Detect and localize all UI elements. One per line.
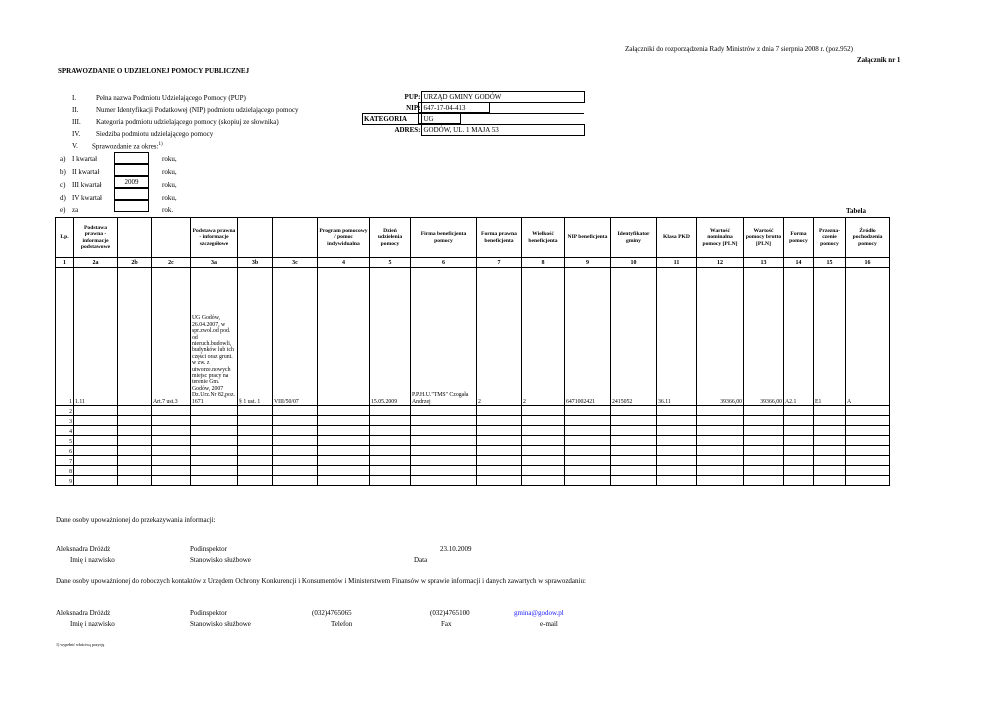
section-v-text: Sprawozdanie za okres:$^{1)}$ [92, 142, 163, 151]
table-cell[interactable] [318, 466, 370, 476]
col-2c [152, 218, 191, 258]
row-lp: 5 [56, 436, 74, 446]
table-cell[interactable] [611, 426, 657, 436]
table-cell[interactable] [318, 436, 370, 446]
period-e-letter: e) [60, 206, 66, 214]
colnum: 6 [411, 258, 477, 268]
table-cell[interactable] [191, 466, 238, 476]
section-iv-num: IV. [72, 130, 81, 138]
period-b-label: II kwartał [72, 168, 100, 176]
table-cell[interactable] [152, 446, 191, 456]
table-cell[interactable] [657, 426, 697, 436]
table-cell[interactable] [657, 446, 697, 456]
row-lp: 6 [56, 446, 74, 456]
period-b-year-field[interactable] [114, 164, 149, 176]
table-cell[interactable] [238, 406, 273, 416]
table-cell[interactable] [191, 426, 238, 436]
table-cell[interactable] [191, 476, 238, 486]
auth-name: Aleksnadra Dróżdż [56, 545, 111, 553]
table-cell[interactable] [273, 406, 318, 416]
col-11: Klasa PKD [657, 218, 697, 258]
table-cell[interactable] [744, 456, 784, 466]
cell-7[interactable]: 2 [477, 268, 522, 406]
table-cell[interactable] [370, 436, 411, 446]
table-cell[interactable] [846, 466, 890, 476]
table-cell[interactable] [744, 426, 784, 436]
section-ii-num: II. [72, 106, 79, 114]
cell-15[interactable]: E1 [814, 268, 846, 406]
auth-heading: Dane osoby upoważnionej do przekazywania informacji: [56, 516, 216, 524]
table-cell[interactable] [565, 436, 611, 446]
table-cell[interactable] [814, 406, 846, 416]
auth-name-label: Imię i nazwisko [70, 556, 115, 564]
table-cell[interactable] [565, 406, 611, 416]
section-i-text: Pełna nazwa Podmiotu Udzielającego Pomocy (PUP) [96, 94, 246, 102]
table-cell[interactable] [784, 406, 814, 416]
table-row [56, 406, 890, 416]
table-cell[interactable] [118, 456, 152, 466]
auth-position: Podinspektor [190, 545, 227, 553]
table-cell[interactable] [191, 436, 238, 446]
table-cell[interactable] [118, 426, 152, 436]
colnum: 2b [118, 258, 152, 268]
table-cell[interactable] [657, 416, 697, 426]
period-d-letter: d) [60, 194, 66, 202]
colnum: 9 [565, 258, 611, 268]
col-13: Wartość pomocy brutto [PLN] [744, 218, 784, 258]
contact-fax: (032)4765100 [430, 609, 470, 617]
table-cell[interactable] [273, 476, 318, 486]
table-cell[interactable] [814, 456, 846, 466]
colnum: 15 [814, 258, 846, 268]
contact-fax-label: Fax [441, 620, 452, 628]
col-16: Źródło pochodzenia pomocy [846, 218, 890, 258]
table-cell[interactable] [522, 406, 565, 416]
table-cell[interactable] [611, 446, 657, 456]
table-cell[interactable] [273, 446, 318, 456]
cell-2c[interactable]: Art.7 ust.3 [152, 268, 191, 406]
nip-box [418, 102, 490, 113]
period-d-suffix: roku, [162, 194, 177, 202]
section-iv-text: Siedziba podmiotu udzielającego pomocy [96, 130, 214, 138]
kategoria-box [418, 113, 461, 124]
table-cell[interactable] [74, 426, 118, 436]
contact-name-label: Imię i nazwisko [70, 620, 115, 628]
cell-3c[interactable]: VIII/50/07 [273, 268, 318, 406]
table-cell[interactable] [74, 406, 118, 416]
table-cell[interactable] [814, 466, 846, 476]
col-2a: Podstawa prawna - informacje podstawowe [74, 218, 118, 258]
table-cell[interactable] [74, 436, 118, 446]
table-cell[interactable] [411, 476, 477, 486]
table-cell[interactable] [744, 416, 784, 426]
table-cell[interactable] [814, 426, 846, 436]
table-cell[interactable] [74, 476, 118, 486]
table-cell[interactable] [318, 446, 370, 456]
contact-name: Aleksnadra Dróżdż [56, 609, 111, 617]
contact-email-link[interactable]: gmina@godow.pl [514, 609, 564, 617]
row-lp: 2 [56, 406, 74, 416]
colnum: 8 [522, 258, 565, 268]
table-cell[interactable] [370, 476, 411, 486]
table-cell[interactable] [744, 476, 784, 486]
table-cell[interactable] [657, 466, 697, 476]
period-e-year-field[interactable] [114, 200, 149, 212]
table-cell[interactable] [565, 456, 611, 466]
table-cell[interactable] [477, 476, 522, 486]
cell-2a[interactable]: 1.11 [74, 268, 118, 406]
attachment-label: Załącznik nr 1 [857, 56, 901, 64]
colnum: 3c [273, 258, 318, 268]
table-cell[interactable] [814, 416, 846, 426]
cell-6[interactable]: P.P.H.U."TMS" Czogała Andrzej [411, 268, 477, 406]
period-a-suffix: roku, [162, 155, 177, 163]
period-d-label: IV kwartał [72, 194, 102, 202]
colnum: 16 [846, 258, 890, 268]
table-cell[interactable] [522, 466, 565, 476]
adres-value-field[interactable]: GODÓW, UL. 1 MAJA 53 [421, 125, 584, 136]
table-cell[interactable] [846, 446, 890, 456]
table-cell[interactable] [273, 416, 318, 426]
table-cell[interactable] [814, 446, 846, 456]
col-5: Dzień udzielenia pomocy [370, 218, 411, 258]
period-b-suffix: roku, [162, 168, 177, 176]
table-cell[interactable] [191, 456, 238, 466]
table-cell[interactable] [565, 426, 611, 436]
col-9: NIP beneficjenta [565, 218, 611, 258]
table-cell[interactable] [565, 446, 611, 456]
cell-9[interactable]: 6471002421 [565, 268, 611, 406]
section-v-num: V. [72, 142, 78, 150]
cell-11[interactable]: 36.11 [657, 268, 697, 406]
contact-heading: Dane osoby upoważnionej do roboczych kontaktów z Urzędem Ochrony Konkurencji i Konsumentów i Ministerstwem Finansów w sprawie informacji i danych zawartych w sprawozdaniu: [56, 577, 586, 585]
aid-table [55, 217, 890, 486]
kategoria-value-field[interactable]: UG [421, 114, 584, 125]
colnum: 1 [56, 258, 74, 268]
auth-date: 23.10.2009 [440, 545, 472, 553]
table-cell[interactable] [784, 416, 814, 426]
colnum: 12 [697, 258, 744, 268]
table-cell[interactable] [118, 406, 152, 416]
table-row [56, 466, 890, 476]
pup-info-table [362, 91, 585, 136]
contact-position-label: Stanowisko służbowe [190, 620, 251, 628]
row-lp: 9 [56, 476, 74, 486]
table-cell[interactable] [74, 446, 118, 456]
table-cell[interactable] [657, 436, 697, 446]
table-cell[interactable] [657, 456, 697, 466]
table-cell[interactable] [611, 436, 657, 446]
table-row [56, 416, 890, 426]
table-cell[interactable] [744, 466, 784, 476]
table-cell[interactable] [152, 476, 191, 486]
table-cell[interactable] [522, 476, 565, 486]
col-2b [118, 218, 152, 258]
section-iii-text: Kategoria podmiotu udzielającego pomocy (skopiuj ze słownika) [96, 118, 279, 126]
row-lp: 4 [56, 426, 74, 436]
table-cell[interactable] [370, 456, 411, 466]
table-cell[interactable] [784, 476, 814, 486]
col-15: Przezna-czenie pomocy [814, 218, 846, 258]
table-cell[interactable] [370, 406, 411, 416]
footnote: 1) wypełnić właściwą pozycję [56, 642, 105, 647]
table-label: Tabela [846, 207, 866, 215]
table-cell[interactable] [611, 466, 657, 476]
table-cell[interactable] [697, 436, 744, 446]
table-cell[interactable] [152, 406, 191, 416]
colnum: 2a [74, 258, 118, 268]
period-c-letter: c) [60, 181, 66, 189]
table-row [56, 456, 890, 466]
period-e-label: za [72, 206, 79, 214]
page-title: SPRAWOZDANIE O UDZIELONEJ POMOCY PUBLICZNEJ [58, 67, 250, 75]
colnum: 3b [238, 258, 273, 268]
nip-label: NIP: [406, 103, 421, 112]
cell-3a[interactable]: UG Godów, 26.04.2007, w spr.zwol.od pod. od nieruch.budowli, budynków lub ich części oraz grunt. w zw. z utworze.nowych miejsc pracy na terenie Gm. Godów, 2007 Dz.Urz.Nr 82,poz. 1671 [191, 268, 238, 406]
table-cell[interactable] [477, 406, 522, 416]
colnum: 3a [191, 258, 238, 268]
table-cell[interactable] [238, 476, 273, 486]
table-cell[interactable] [522, 436, 565, 446]
adres-label: ADRES: [394, 126, 421, 135]
pup-value-field[interactable]: URZĄD GMINY GODÓW [421, 92, 584, 103]
table-cell[interactable] [370, 466, 411, 476]
table-cell[interactable] [273, 426, 318, 436]
period-e-suffix: rok. [162, 206, 174, 214]
table-cell[interactable] [411, 416, 477, 426]
cell-14[interactable]: A2.1 [784, 268, 814, 406]
row-lp: 8 [56, 466, 74, 476]
table-cell[interactable] [744, 446, 784, 456]
table-cell[interactable] [846, 416, 890, 426]
table-cell[interactable] [611, 416, 657, 426]
table-cell[interactable] [611, 456, 657, 466]
col-12: Wartość nominalna pomocy [PLN] [697, 218, 744, 258]
table-cell[interactable] [846, 476, 890, 486]
section-ii-text: Numer Identyfikacji Podatkowej (NIP) podmiotu udzielającego pomocy [96, 106, 299, 114]
table-cell[interactable] [784, 436, 814, 446]
table-cell[interactable] [411, 436, 477, 446]
period-a-year-field[interactable] [114, 152, 149, 164]
table-cell[interactable] [74, 456, 118, 466]
table-cell[interactable] [697, 406, 744, 416]
table-cell[interactable] [118, 476, 152, 486]
table-cell[interactable] [846, 406, 890, 416]
col-3b [238, 218, 273, 258]
table-cell[interactable] [411, 456, 477, 466]
table-cell[interactable] [273, 436, 318, 446]
colnum: 7 [477, 258, 522, 268]
table-cell[interactable] [697, 446, 744, 456]
footnote-marker: 1) [158, 142, 163, 147]
table-cell[interactable] [74, 416, 118, 426]
table-cell[interactable] [191, 446, 238, 456]
table-cell[interactable] [697, 476, 744, 486]
table-cell[interactable] [191, 406, 238, 416]
colnum: 14 [784, 258, 814, 268]
cell-13[interactable]: 39366,00 [744, 268, 784, 406]
table-cell[interactable] [238, 456, 273, 466]
nip-value-field[interactable]: 647-17-04-413 [421, 103, 584, 114]
table-cell[interactable] [411, 446, 477, 456]
table-cell[interactable] [118, 436, 152, 446]
table-cell[interactable] [522, 456, 565, 466]
contact-position: Podinspektor [190, 609, 227, 617]
col-6: Firma beneficjenta pomocy [411, 218, 477, 258]
table-cell[interactable] [697, 466, 744, 476]
table-row [56, 476, 890, 486]
table-cell[interactable] [318, 426, 370, 436]
contact-phone: (032)4765065 [312, 609, 352, 617]
regulation-note: Załączniki do rozporządzenia Rady Ministrów z dnia 7 sierpnia 2008 r. (poz.952) [625, 45, 854, 53]
table-cell[interactable] [784, 466, 814, 476]
table-cell[interactable] [784, 426, 814, 436]
table-cell[interactable] [522, 426, 565, 436]
table-cell[interactable] [370, 416, 411, 426]
period-c-year-field[interactable]: 2009 [114, 176, 149, 188]
col-lp: Lp. [56, 218, 74, 258]
table-cell[interactable] [118, 416, 152, 426]
table-cell[interactable] [191, 416, 238, 426]
row-lp: 3 [56, 416, 74, 426]
table-cell[interactable] [318, 406, 370, 416]
table-cell[interactable] [74, 466, 118, 476]
table-cell[interactable] [477, 456, 522, 466]
table-cell[interactable] [784, 456, 814, 466]
table-cell[interactable] [370, 426, 411, 436]
table-cell[interactable] [152, 436, 191, 446]
table-row [56, 446, 890, 456]
table-cell[interactable] [411, 426, 477, 436]
cell-4[interactable] [318, 268, 370, 406]
period-d-year-field[interactable] [114, 188, 149, 200]
table-cell[interactable] [238, 426, 273, 436]
table-cell[interactable] [784, 446, 814, 456]
table-cell[interactable] [118, 446, 152, 456]
col-7: Forma prawna beneficjenta [477, 218, 522, 258]
cell-8[interactable]: 2 [522, 268, 565, 406]
row-lp: 1 [56, 268, 74, 406]
table-cell[interactable] [477, 416, 522, 426]
table-cell[interactable] [814, 476, 846, 486]
contact-email-label: e-mail [540, 620, 558, 628]
header-row [56, 218, 890, 258]
col-14: Forma pomocy [784, 218, 814, 258]
table-row [56, 426, 890, 436]
contact-phone-label: Telefon [331, 620, 353, 628]
col-3c [273, 218, 318, 258]
table-cell[interactable] [657, 406, 697, 416]
table-cell[interactable] [477, 446, 522, 456]
table-cell[interactable] [565, 476, 611, 486]
pup-label: PUP: [404, 93, 421, 101]
table-cell[interactable] [697, 426, 744, 436]
col-10: Identyfikator gminy [611, 218, 657, 258]
section-i-num: I. [72, 94, 77, 102]
cell-3b[interactable]: § 1 ust. 1 [238, 268, 273, 406]
table-cell[interactable] [611, 476, 657, 486]
table-cell[interactable] [477, 426, 522, 436]
table-cell[interactable] [565, 466, 611, 476]
table-cell[interactable] [411, 406, 477, 416]
colnum: 13 [744, 258, 784, 268]
table-cell[interactable] [238, 416, 273, 426]
cell-16[interactable]: A [846, 268, 890, 406]
table-cell[interactable] [697, 456, 744, 466]
table-cell[interactable] [846, 436, 890, 446]
cell-2b[interactable] [118, 268, 152, 406]
colnum: 4 [318, 258, 370, 268]
table-cell[interactable] [273, 456, 318, 466]
table-cell[interactable] [477, 466, 522, 476]
table-cell[interactable] [657, 476, 697, 486]
table-cell[interactable] [477, 436, 522, 446]
table-cell[interactable] [611, 406, 657, 416]
period-a-label: I kwartał [72, 155, 98, 163]
auth-position-label: Stanowisko służbowe [190, 556, 251, 564]
column-number-row [56, 258, 890, 268]
table-cell[interactable] [744, 436, 784, 446]
table-cell[interactable] [522, 446, 565, 456]
period-a-letter: a) [60, 155, 66, 163]
colnum: 5 [370, 258, 411, 268]
auth-date-label: Data [414, 556, 428, 564]
table-cell[interactable] [238, 446, 273, 456]
colnum: 11 [657, 258, 697, 268]
col-3a: Podstawa prawna - informacje szczegółowe [191, 218, 238, 258]
row-lp: 7 [56, 456, 74, 466]
cell-10[interactable]: 2415052 [611, 268, 657, 406]
table-row [56, 436, 890, 446]
section-iii-num: III. [72, 118, 81, 126]
table-cell[interactable] [152, 426, 191, 436]
period-c-suffix: roku, [162, 181, 177, 189]
table-cell[interactable] [411, 466, 477, 476]
cell-5[interactable]: 15.05.2009 [370, 268, 411, 406]
colnum: 2c [152, 258, 191, 268]
table-cell[interactable] [318, 416, 370, 426]
table-cell[interactable] [152, 416, 191, 426]
table-cell[interactable] [814, 436, 846, 446]
table-cell[interactable] [370, 446, 411, 456]
table-cell[interactable] [522, 416, 565, 426]
table-row [56, 268, 890, 406]
table-cell[interactable] [697, 416, 744, 426]
table-cell[interactable] [238, 466, 273, 476]
kategoria-label: KATEGORIA [363, 114, 422, 125]
col-8: Wielkość beneficjenta [522, 218, 565, 258]
table-cell[interactable] [318, 476, 370, 486]
col-4: Program pomocowy / pomoc indywidualna [318, 218, 370, 258]
table-cell[interactable] [318, 456, 370, 466]
period-b-letter: b) [60, 168, 66, 176]
period-c-label: III kwartał [72, 181, 102, 189]
table-cell[interactable] [118, 466, 152, 476]
table-cell[interactable] [744, 406, 784, 416]
table-cell[interactable] [152, 456, 191, 466]
table-cell[interactable] [846, 456, 890, 466]
table-cell[interactable] [152, 466, 191, 476]
table-cell[interactable] [238, 436, 273, 446]
table-cell[interactable] [565, 416, 611, 426]
table-cell[interactable] [273, 466, 318, 476]
cell-12[interactable]: 39366,00 [697, 268, 744, 406]
table-cell[interactable] [846, 426, 890, 436]
colnum: 10 [611, 258, 657, 268]
